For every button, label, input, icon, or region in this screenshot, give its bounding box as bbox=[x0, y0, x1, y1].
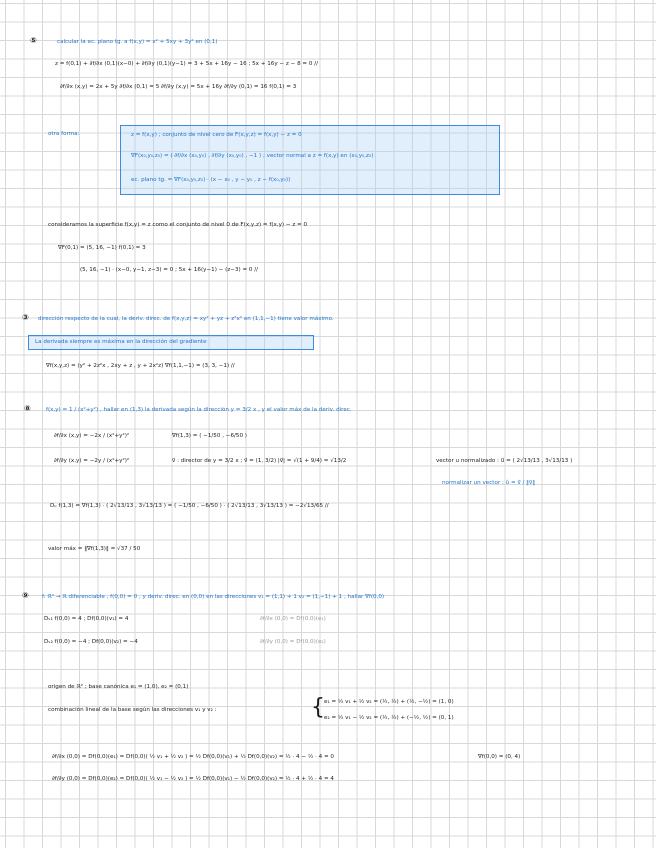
exercise-9-line-2: Dᵥ₂ f(0,0) = −4 ; Df(0,0)(v₂) = −4 bbox=[44, 639, 138, 645]
exercise-5-recall-label: otra forma: bbox=[48, 131, 80, 137]
exercise-5-line-4: ∇F(0,1) = (5, 16, −1) f(0,1) = 3 bbox=[58, 245, 146, 251]
definition-line-2: ∇F(x₀,y₀,z₀) = ( ∂f/∂x (x₀,y₀) , ∂f/∂y (x₀,y₀) , −1 ) ; vector normal a z = f(x,y) en (x₀,y₀,z₀) bbox=[131, 153, 374, 159]
exercise-8-line-4: Dᵤ f(1,3) = ∇f(1,3) · ( 2√13/13 , 3√13/13 ) = ( −1/50 , −6/50 ) · ( 2√13/13 , 3√13/13 ) = −2√13/65 // bbox=[50, 503, 329, 509]
exercise-9-title: f: ℝ² → ℝ diferenciable , f(0,0) = 0 , y deriv. direc. en (0,0) en las direcciones v₁ = (1,1) + 1 v₂ = (1,−1) + 1 , hallar ∇f(0,0) bbox=[42, 594, 385, 600]
definition-line-1: z = f(x,y) ; conjunto de nivel cero de F(x,y,z) = f(x,y) − z = 0 bbox=[131, 132, 302, 138]
exercise-9-line-4: combinación lineal de la base según las direcciones v₁ y v₂ : bbox=[48, 707, 217, 713]
exercise-5-line-5: (5, 16, −1) · (x−0, y−1, z−3) = 0 ; 5x + 16(y−1) − (z−3) = 0 // bbox=[80, 267, 259, 273]
exercise-9-line-5: ∂f/∂x (0,0) = Df(0,0)(e₁) = Df(0,0)( ½ v₁ + ½ v₂ ) = ½ Df(0,0)(v₁) + ½ Df(0,0)(v₂) = ½ · 4 − ½ · 4 = 0 bbox=[52, 754, 334, 760]
exercise-8-max-value: valor máx = ‖∇f(1,3)‖ = √37 / 50 bbox=[48, 546, 141, 552]
definition-line-3: ec. plano tg. = ∇F(x₀,y₀,z₀) · (x − x₀ , y − y₀ , z − f(x₀,y₀)) bbox=[131, 177, 291, 183]
exercise-8-normalize-note: normalizar un vector : û = v⃗ / ‖v⃗‖ bbox=[442, 480, 536, 486]
key-fact-highlight bbox=[28, 335, 314, 350]
definition-box bbox=[120, 125, 500, 195]
exercise-5-line-3: consideramos la superficie f(x,y) = z como el conjunto de nivel 0 de F(x,y,z) = f(x,y) − z = 0 bbox=[48, 222, 308, 228]
exercise-9-line-2-gray: ∂f/∂y (0,0) = Df(0,0)(e₂) bbox=[260, 639, 326, 645]
system-brace: { bbox=[311, 695, 325, 720]
exercise-9-line-4b: e₂ = ½ v₁ − ½ v₂ = (½, ½) + (−½, ½) = (0, 1) bbox=[324, 715, 454, 721]
exercise-5-title: calcular la ec. plano tg. a f(x,y) = x² + 5xy + 3y² en (0,1) bbox=[57, 39, 218, 45]
exercise-8-line-2b: v⃗ : director de y = 3/2 x ; v⃗ = (1, 3/2) |v⃗| = √(1 + 9/4) = √13/2 bbox=[172, 458, 347, 464]
key-fact-text: La derivada siempre es máxima en la dirección del gradiente bbox=[35, 339, 207, 345]
exercise-8-line-1b: ∇f(1,3) = ( −1/50 , −6/50 ) bbox=[172, 433, 247, 439]
exercise-8-line-2a: ∂f/∂y (x,y) = −2y / (x²+y²)² bbox=[54, 458, 130, 464]
exercise-9-line-6: ∂f/∂y (0,0) = Df(0,0)(e₂) = Df(0,0)( ½ v₁ − ½ v₂ ) = ½ Df(0,0)(v₁) − ½ Df(0,0)(v₂) = ½ · 4 + ½ · 4 = 4 bbox=[52, 776, 334, 782]
exercise-9-line-1-gray: ∂f/∂x (0,0) = Df(0,0)(e₁) bbox=[260, 616, 326, 622]
exercise-3-title: dirección respecto de la cual, la deriv. direc. de f(x,y,z) = xy² + yz + z²x² en (1,1,−1) tiene valor máximo. bbox=[38, 316, 334, 322]
exercise-number-5: ⑤ bbox=[30, 36, 37, 45]
exercise-8-line-1a: ∂f/∂x (x,y) = −2x / (x²+y²)² bbox=[54, 433, 130, 439]
exercise-number-8: ⑧ bbox=[24, 404, 31, 413]
exercise-5-line-2: ∂f/∂x (x,y) = 2x + 5y ∂f/∂x (0,1) = 5 ∂f/∂y (x,y) = 5x + 16y ∂f/∂y (0,1) = 16 f(0,1) = 3 bbox=[60, 84, 297, 90]
exercise-3-line-1: ∇f(x,y,z) = (y² + 2z²x , 2xy + z , y + 2x²z) ∇f(1,1,−1) = (3, 3, −1) // bbox=[46, 363, 235, 369]
exercise-number-9: ⑨ bbox=[22, 591, 29, 600]
exercise-9-line-3: origen de ℝ² ; base canónica e₁ = (1,0), e₂ = (0,1) bbox=[48, 684, 189, 690]
exercise-9-gradient-result: ∇f(0,0) = (0, 4) bbox=[478, 754, 521, 760]
exercise-number-3: ③ bbox=[22, 313, 29, 322]
exercise-5-line-1: z = f(0,1) + ∂f/∂x (0,1)(x−0) + ∂f/∂y (0,1)(y−1) = 3 + 5x + 16y − 16 ; 5x + 16y − z − 8 = 0 // bbox=[55, 61, 318, 67]
exercise-9-line-4a: e₁ = ½ v₁ + ½ v₂ = (½, ½) + (½, −½) = (1, 0) bbox=[324, 699, 454, 705]
exercise-8-line-2c: vector u normalizado : u⃗ = ( 2√13/13 , 3√13/13 ) bbox=[436, 458, 573, 464]
exercise-9-line-1: Dᵥ₁ f(0,0) = 4 ; Df(0,0)(v₁) = 4 bbox=[44, 616, 129, 622]
exercise-8-title: f(x,y) = 1 / (x²+y²) , hallar en (1,3) la derivada según la dirección y = 3/2 x , y el valor máx de la deriv. direc. bbox=[46, 407, 352, 413]
